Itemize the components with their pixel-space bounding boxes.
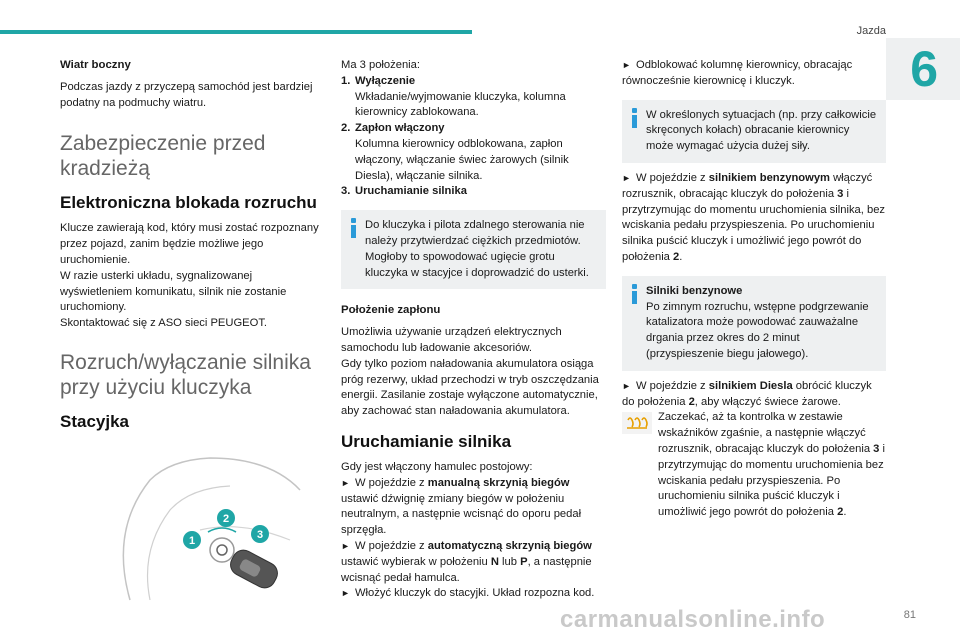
callout-2-label: 2 xyxy=(222,512,230,525)
info-box-steering-force xyxy=(622,100,886,163)
step-automatic: ► W pojeździe z automatyczną skrzynią biegów ustawić wybierak w położeniu N lub P, a następnie wcisnąć pedał hamulca. xyxy=(341,539,592,584)
immobiliser-text-3: Skontaktować się z ASO sieci PEUGEOT. xyxy=(60,317,268,330)
step-insert-key: ► Włożyć kluczyk do stacyjki. Układ rozpozna kod. xyxy=(341,587,595,600)
step-diesel: ► W pojeździe z silnikiem Diesla obrócić kluczyk do położenia 2, aby włączyć świece żarowe. xyxy=(622,379,872,408)
position-text: Wkładanie/wyjmowanie kluczyka, kolumna kierownicy zablokowana. xyxy=(355,90,566,119)
column-2 xyxy=(341,58,606,602)
ignition-position-text-1: Umożliwia używanie urządzeń elektrycznych samochodu lub ładowanie akcesoriów. xyxy=(341,326,562,354)
engine-start-intro: Gdy jest włączony hamulec postojowy: xyxy=(341,460,533,473)
engine-start-title: Uruchamianie silnika xyxy=(341,431,512,451)
positions-list xyxy=(341,74,606,200)
position-label: Zapłon włączony xyxy=(355,122,445,135)
info-text: Po zimnym rozruchu, wstępne podgrzewanie katalizatora może powodować zauważalne drgania przez okres do 2 minut (przyspieszenie biegu jałowego). xyxy=(646,300,869,360)
positions-intro: Ma 3 położenia: xyxy=(341,59,420,71)
position-text: Kolumna kierownicy odblokowana, zapłon włączony, włączanie świec żarowych (silnik Diesla), włączanie silnika. xyxy=(355,137,569,182)
info-icon xyxy=(349,218,359,238)
section-label: Jazda xyxy=(856,25,886,37)
immobiliser-title: Elektroniczna blokada rozruchu xyxy=(60,193,317,213)
immobiliser-text-1: Klucze zawierają kod, który musi zostać rozpoznany przez pojazd, zanim będzie możliwe jego uruchomienie. xyxy=(60,222,319,266)
position-label: Uruchamianie silnika xyxy=(355,185,467,198)
ignition-position-text-2: Gdy tylko poziom naładowania akumulatora osiąga próg rezerwy, układ przechodzi w tryb oszczędzania energii. Zasilanie zostaje wyłączone automatycznie, aby zachować stan naładowania akumulatora. xyxy=(341,357,599,418)
info-text: Do kluczyka i pilota zdalnego sterowania nie należy przytwierdzać ciężkich przedmiotów. Mogłoby to spowodować ugięcie grotu kluczyka w stacyjce i doprowadzić do usterki. xyxy=(365,219,589,279)
column-1 xyxy=(60,58,326,616)
position-number: 2. xyxy=(341,122,351,135)
list-item xyxy=(341,121,606,184)
ignition-position-title: Położenie zapłonu xyxy=(341,304,441,317)
ignition-key-illustration xyxy=(90,450,320,610)
glow-plug-instruction xyxy=(622,410,886,521)
wind-text: Podczas jazdy z przyczepą samochód jest bardziej podatny na podmuchy wiatru. xyxy=(60,80,313,109)
info-title: Silniki benzynowe xyxy=(646,284,743,297)
glow-plug-text: Zaczekać, aż ta kontrolka w zestawie wskaźników zgaśnie, a następnie włączyć rozrusznik, obracając kluczyk do położenia 3 i przytrzymując do momentu uruchomienia bez wciskania pedału przyspieszenia. Po uruchomieniu silnika puścić kluczyk i umożliwić jego powrót do położenia 2. xyxy=(658,411,885,519)
list-item xyxy=(341,74,606,121)
info-icon xyxy=(630,284,640,304)
step-manual: ► W pojeździe z manualną skrzynią biegów ustawić dźwignię zmiany biegów w położeniu neutralnym, a następnie wcisnąć do oporu pedał sprzęgła. xyxy=(341,476,582,537)
page-number: 81 xyxy=(903,609,916,621)
wind-title: Wiatr boczny xyxy=(60,59,131,71)
column-3 xyxy=(622,58,886,521)
callout-1-label: 1 xyxy=(188,534,196,547)
list-item xyxy=(341,184,606,200)
ignition-switch-title: Stacyjka xyxy=(60,411,129,431)
theft-title: Zabezpieczenie przed kradzieżą xyxy=(60,132,266,181)
position-number: 3. xyxy=(341,185,351,198)
position-number: 1. xyxy=(341,74,351,87)
info-icon xyxy=(630,108,640,128)
chapter-number: 6 xyxy=(910,41,938,97)
immobiliser-text-2: W razie usterki układu, sygnalizowanej wyświetleniem komunikatu, silnik nie zostanie uruchomiony. xyxy=(60,269,287,314)
callout-3-label: 3 xyxy=(256,528,264,541)
glow-plug-warning-icon xyxy=(622,412,652,434)
step-petrol: ► W pojeździe z silnikiem benzynowym włączyć rozrusznik, obracając kluczyk do położenia 3 i przytrzymując do momentu uruchomienia silnika, bez wciskania pedału przyspieszenia. Po uruchomieniu silnika puścić kluczyk i umożliwić jego powrót do położenia 2. xyxy=(622,171,886,263)
start-stop-title: Rozruch/wyłączanie silnika przy użyciu kluczyka xyxy=(60,350,311,399)
watermark: carmanualsonline.info xyxy=(560,606,826,633)
position-label: Wyłączenie xyxy=(355,74,416,87)
info-box-petrol-engines xyxy=(622,276,886,371)
top-accent-bar xyxy=(0,30,472,34)
info-box-key-weight xyxy=(341,210,606,289)
step-unlock-column: ► Odblokować kolumnę kierownicy, obracając równocześnie kierownicę i kluczyk. xyxy=(622,59,853,87)
info-text: W określonych sytuacjach (np. przy całkowicie skręconych kołach) obracanie kierownicy może wymagać użycia dużej siły. xyxy=(646,108,877,153)
